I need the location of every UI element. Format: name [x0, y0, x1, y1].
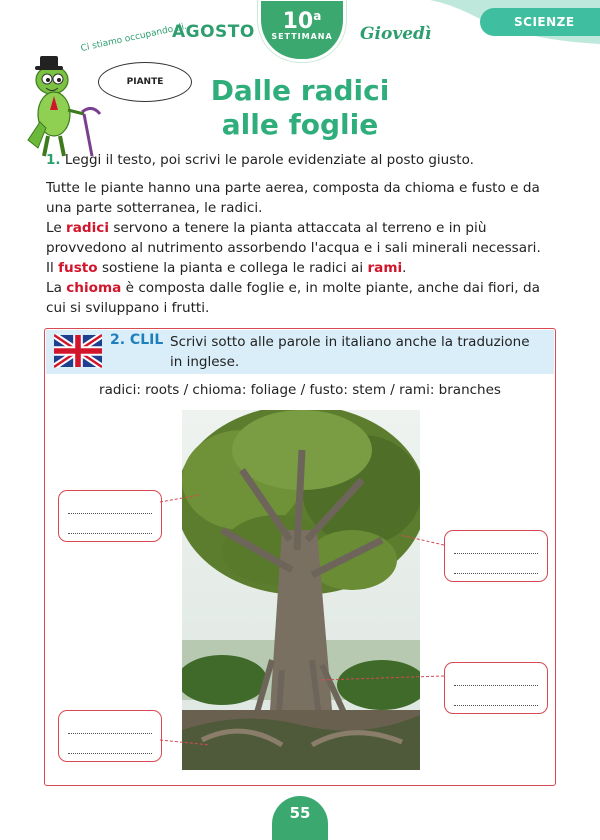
page-title: [190, 74, 410, 142]
vocabulary-list: radici: roots / chioma: foliage / fusto: stem / rami: branches: [99, 382, 501, 398]
highlight-fusto: fusto: [58, 260, 98, 276]
week-label: SETTIMANA: [271, 32, 333, 41]
reading-text: [46, 178, 558, 318]
week-badge: [258, 0, 346, 62]
paragraph-3: Il fusto sostiene la pianta e collega le radici ai rami.: [46, 260, 407, 276]
cricket-mascot-icon: [20, 52, 110, 162]
topic-bubble: PIANTE: [98, 62, 192, 102]
highlight-rami: rami: [367, 260, 403, 276]
exercise-2-number: 2. CLIL: [110, 332, 164, 348]
title-line-2: alle foglie: [221, 108, 379, 141]
label-box-rami[interactable]: [444, 530, 548, 582]
mascot-caption: Ci stiamo occupando di...: [79, 20, 194, 54]
exercise-2-instruction: Scrivi sotto alle parole in italiano anche la traduzione in inglese.: [170, 334, 530, 370]
label-box-radici[interactable]: [58, 710, 162, 762]
label-box-fusto[interactable]: [444, 662, 548, 714]
month-label: AGOSTO: [172, 22, 255, 42]
uk-flag-icon: [54, 334, 102, 368]
label-box-chioma[interactable]: [58, 490, 162, 542]
highlight-chioma: chioma: [66, 280, 122, 296]
highlight-radici: radici: [66, 220, 110, 236]
page-number: 55: [272, 796, 328, 840]
paragraph-4: La chioma è composta dalle foglie e, in molte piante, anche dai fiori, da cui si sviluppano i frutti.: [46, 280, 540, 316]
week-superscript: a: [313, 9, 322, 23]
title-line-1: Dalle radici: [210, 74, 390, 107]
subject-tab: SCIENZE: [480, 8, 600, 36]
week-number: 10: [282, 9, 314, 34]
paragraph-1: Tutte le piante hanno una parte aerea, composta da chioma e fusto e da una parte sotterranea, le radici.: [46, 180, 540, 216]
exercise-1-instruction: [46, 152, 474, 168]
tree-photo: [182, 410, 420, 770]
exercise-1-number: 1.: [46, 152, 61, 168]
day-label: Giovedì: [360, 24, 432, 44]
paragraph-2: Le radici servono a tenere la pianta attaccata al terreno e in più provvedono al nutrimento assorbendo l'acqua e i sali minerali necessari.: [46, 220, 541, 256]
exercise-1-text: Leggi il testo, poi scrivi le parole evidenziate al posto giusto.: [64, 152, 474, 168]
